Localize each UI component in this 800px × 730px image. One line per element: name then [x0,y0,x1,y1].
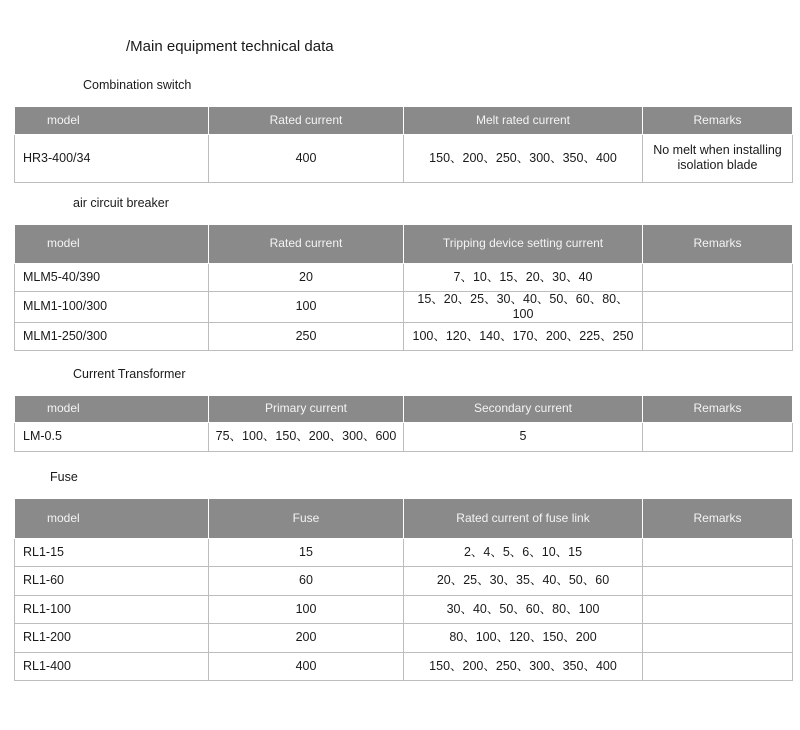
table-cell: 80、100、120、150、200 [404,623,643,652]
table-row [15,291,793,322]
column-header: Rated current [209,225,404,263]
table-row [15,422,793,451]
table-cell: No melt when installing isolation blade [643,134,793,182]
column-header: model [15,499,209,538]
table-cell: RL1-60 [15,566,209,595]
table-cell: 20 [209,263,404,291]
section-title-current-transformer: Current Transformer [73,367,186,381]
table-cell [643,322,793,350]
table-row [15,566,793,595]
table-header-row [15,499,793,538]
table-cell: MLM5-40/390 [15,263,209,291]
table-row [15,595,793,623]
table-cell: 2、4、5、6、10、15 [404,538,643,566]
table-cell: RL1-15 [15,538,209,566]
column-header: Primary current [209,396,404,422]
table-cell [643,566,793,595]
table-row [15,538,793,566]
table-cell: 250 [209,322,404,350]
table-cell: 100 [209,595,404,623]
table-cell: MLM1-250/300 [15,322,209,350]
column-header: Tripping device setting current [404,225,643,263]
table-cell [643,652,793,680]
table-cell: RL1-200 [15,623,209,652]
table-cell: HR3-400/34 [15,134,209,182]
table-cell: 400 [209,652,404,680]
table-cell [643,422,793,451]
column-header: Remarks [643,396,793,422]
table-row [15,322,793,350]
table-cell: RL1-100 [15,595,209,623]
column-header: Remarks [643,225,793,263]
table-fuse [14,499,793,681]
table-cell [643,291,793,322]
table-cell [643,595,793,623]
table-cell: 15 [209,538,404,566]
column-header: Fuse [209,499,404,538]
table-cell: MLM1-100/300 [15,291,209,322]
column-header: Secondary current [404,396,643,422]
table-cell: 30、40、50、60、80、100 [404,595,643,623]
column-header: Remarks [643,499,793,538]
table-row [15,623,793,652]
table-header-row [15,107,793,134]
table-row [15,134,793,182]
table-cell: 7、10、15、20、30、40 [404,263,643,291]
table-header-row [15,396,793,422]
section-title-air-circuit-breaker: air circuit breaker [73,196,169,210]
section-title-fuse: Fuse [50,470,78,484]
table-cell: LM-0.5 [15,422,209,451]
column-header: model [15,225,209,263]
table-cell [643,263,793,291]
page-title: /Main equipment technical data [126,38,334,55]
column-header: Rated current of fuse link [404,499,643,538]
table-row [15,263,793,291]
table-cell: 100、120、140、170、200、225、250 [404,322,643,350]
column-header: Remarks [643,107,793,134]
section-title-combination-switch: Combination switch [83,78,192,92]
table-cell: 400 [209,134,404,182]
column-header: Rated current [209,107,404,134]
table-cell [643,538,793,566]
table-cell: 200 [209,623,404,652]
table-cell: 15、20、25、30、40、50、60、80、100 [404,291,643,322]
table-row [15,652,793,680]
column-header: Melt rated current [404,107,643,134]
table-cell: 5 [404,422,643,451]
column-header: model [15,396,209,422]
table-header-row [15,225,793,263]
table-cell: 60 [209,566,404,595]
table-current-transformer [14,396,793,452]
table-cell: 75、100、150、200、300、600 [209,422,404,451]
table-cell [643,623,793,652]
table-cell: RL1-400 [15,652,209,680]
table-cell: 100 [209,291,404,322]
table-air-circuit-breaker [14,225,793,351]
column-header: model [15,107,209,134]
table-cell: 150、200、250、300、350、400 [404,652,643,680]
table-cell: 20、25、30、35、40、50、60 [404,566,643,595]
table-combination-switch [14,107,793,183]
table-cell: 150、200、250、300、350、400 [404,134,643,182]
